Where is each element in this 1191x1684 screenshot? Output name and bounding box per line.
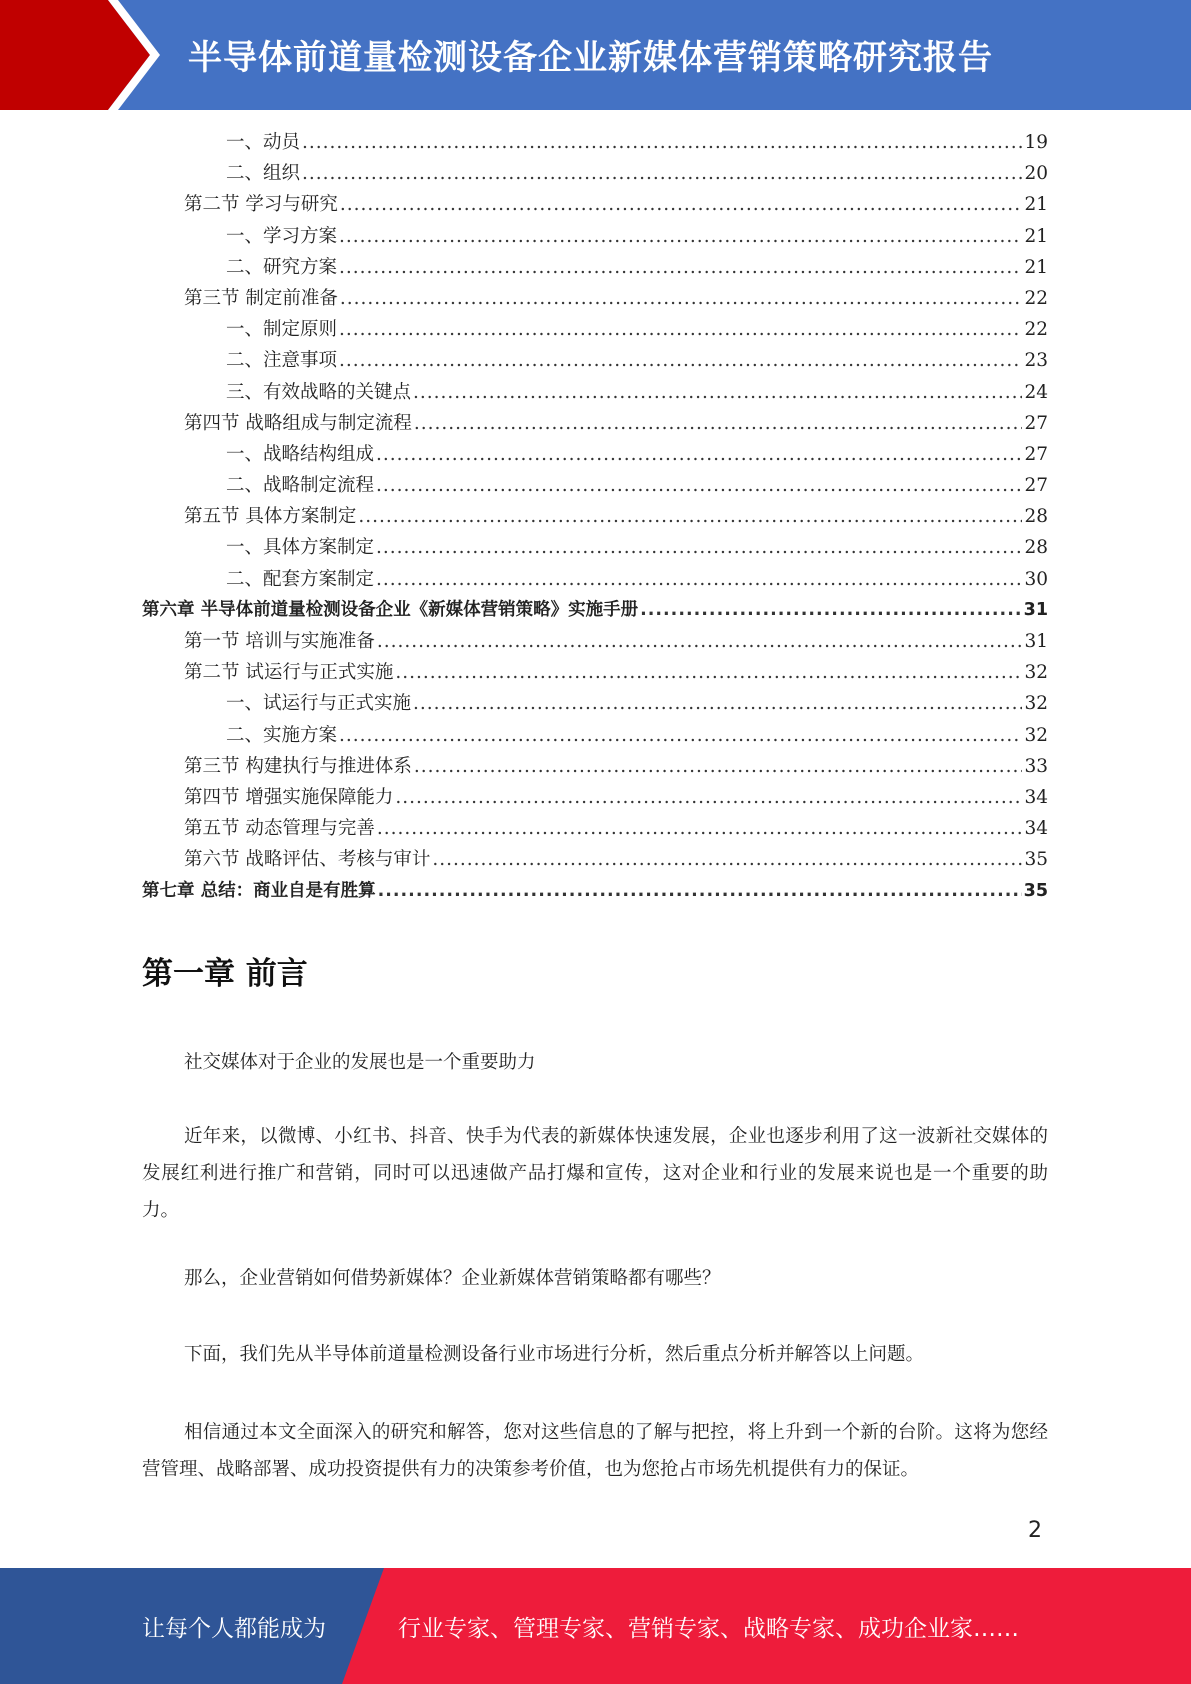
toc-entry-page: 31 — [1023, 599, 1048, 620]
toc-entry[interactable] — [142, 783, 1048, 814]
toc-entry[interactable] — [142, 596, 1048, 627]
toc-dot-leader — [378, 881, 1022, 901]
page-footer — [0, 1568, 1191, 1684]
report-title: 半导体前道量检测设备企业新媒体营销策略研究报告 — [188, 38, 993, 78]
paragraph: 那么，企业营销如何借势新媒体？企业新媒体营销策略都有哪些？ — [184, 1268, 721, 1289]
table-of-contents — [142, 128, 1048, 908]
toc-dot-leader — [414, 413, 1023, 434]
toc-entry-page: 32 — [1024, 693, 1048, 715]
toc-entry[interactable] — [142, 128, 1048, 159]
toc-dot-leader — [413, 382, 1022, 403]
toc-entry-page: 28 — [1024, 506, 1048, 528]
toc-dot-leader — [376, 444, 1022, 465]
toc-dot-leader — [432, 849, 1022, 870]
toc-entry[interactable] — [142, 752, 1048, 783]
toc-entry[interactable] — [142, 222, 1048, 253]
toc-entry[interactable] — [142, 502, 1048, 533]
footer-slogan-left: 让每个人都能成为 — [142, 1616, 326, 1642]
paragraph: 下面，我们先从半导体前道量检测设备行业市场进行分析，然后重点分析并解答以上问题。 — [184, 1344, 925, 1365]
toc-entry-title: 一、试运行与正式实施 — [226, 693, 412, 715]
toc-dot-leader — [339, 319, 1022, 340]
toc-entry-page: 20 — [1024, 163, 1048, 185]
toc-dot-leader — [376, 475, 1022, 496]
toc-dot-leader — [640, 600, 1022, 620]
toc-entry-page: 35 — [1024, 849, 1048, 871]
toc-entry-title: 二、实施方案 — [226, 724, 338, 746]
toc-dot-leader — [302, 163, 1022, 184]
toc-entry-title: 第六节 战略评估、考核与审计 — [184, 849, 431, 871]
toc-entry-page: 21 — [1024, 256, 1048, 278]
toc-dot-leader — [377, 818, 1023, 839]
toc-entry-title: 二、研究方案 — [226, 256, 338, 278]
toc-entry-page: 22 — [1024, 319, 1048, 341]
toc-entry-title: 第四节 增强实施保障能力 — [184, 786, 394, 808]
toc-entry-title: 一、制定原则 — [226, 319, 338, 341]
toc-entry[interactable] — [142, 721, 1048, 752]
toc-entry[interactable] — [142, 315, 1048, 346]
toc-dot-leader — [339, 257, 1022, 278]
toc-dot-leader — [395, 787, 1022, 808]
toc-entry-page: 35 — [1023, 880, 1048, 901]
toc-dot-leader — [414, 756, 1023, 777]
toc-entry[interactable] — [142, 159, 1048, 190]
toc-entry-page: 31 — [1024, 631, 1048, 652]
header-arrow-decoration — [0, 0, 170, 110]
toc-entry-page: 27 — [1024, 412, 1048, 434]
toc-entry[interactable] — [142, 877, 1048, 908]
toc-dot-leader — [340, 194, 1023, 215]
toc-entry-title: 一、动员 — [226, 132, 301, 153]
toc-entry-title: 第四节 战略组成与制定流程 — [184, 412, 412, 434]
page-number: 2 — [1028, 1518, 1042, 1543]
toc-entry[interactable] — [142, 409, 1048, 440]
toc-entry-title: 第五节 具体方案制定 — [184, 506, 357, 528]
page-header — [0, 0, 1191, 110]
toc-entry[interactable] — [142, 440, 1048, 471]
toc-entry-page: 30 — [1024, 568, 1048, 590]
toc-dot-leader — [302, 132, 1022, 153]
toc-entry[interactable] — [142, 253, 1048, 284]
toc-entry-page: 27 — [1024, 443, 1048, 465]
paragraph: 社交媒体对于企业的发展也是一个重要助力 — [184, 1052, 536, 1073]
chapter-title: 第一章 前言 — [142, 956, 308, 992]
toc-entry[interactable] — [142, 689, 1048, 720]
toc-entry-page: 23 — [1024, 350, 1048, 372]
toc-entry[interactable] — [142, 471, 1048, 502]
toc-entry-title: 三、有效战略的关键点 — [226, 381, 412, 403]
toc-entry-title: 一、具体方案制定 — [226, 537, 375, 559]
toc-entry-title: 二、组织 — [226, 163, 301, 185]
toc-entry-title: 一、战略结构组成 — [226, 443, 375, 465]
toc-dot-leader — [339, 226, 1022, 247]
toc-entry-page: 24 — [1024, 381, 1048, 403]
toc-entry[interactable] — [142, 814, 1048, 845]
toc-entry-title: 第三节 构建执行与推进体系 — [184, 755, 412, 777]
toc-dot-leader — [340, 288, 1023, 309]
toc-entry-page: 34 — [1024, 786, 1048, 808]
toc-entry-title: 二、配套方案制定 — [226, 568, 375, 590]
paragraph: 相信通过本文全面深入的研究和解答，您对这些信息的了解与把控，将上升到一个新的台阶。这将为您经营管理、战略部署、成功投资提供有力的决策参考价值，也为您抢占市场先机提供有力的保证。 — [142, 1422, 1048, 1480]
toc-entry-title: 二、注意事项 — [226, 350, 338, 372]
toc-dot-leader — [358, 506, 1022, 527]
toc-dot-leader — [339, 725, 1022, 746]
toc-dot-leader — [395, 662, 1022, 683]
toc-entry[interactable] — [142, 346, 1048, 377]
toc-dot-leader — [339, 350, 1022, 371]
toc-entry-page: 27 — [1024, 475, 1048, 497]
toc-dot-leader — [413, 693, 1022, 714]
paragraph: 近年来，以微博、小红书、抖音、快手为代表的新媒体快速发展，企业也逐步利用了这一波新社交媒体的发展红利进行推广和营销，同时可以迅速做产品打爆和宣传，这对企业和行业的发展来说也是一个重要的助力。 — [142, 1126, 1048, 1221]
toc-entry-page: 21 — [1024, 194, 1048, 216]
toc-entry-page: 21 — [1024, 225, 1048, 247]
toc-entry-title: 二、战略制定流程 — [226, 475, 375, 497]
toc-entry-title: 第一节 培训与实施准备 — [184, 631, 375, 652]
toc-entry[interactable] — [142, 190, 1048, 221]
toc-entry-title: 第三节 制定前准备 — [184, 287, 338, 309]
toc-entry[interactable] — [142, 627, 1048, 658]
toc-entry-title: 第七章 总结：商业自是有胜算 — [142, 880, 376, 901]
toc-entry-page: 28 — [1024, 537, 1048, 559]
toc-entry-page: 32 — [1024, 724, 1048, 746]
toc-entry-title: 第二节 试运行与正式实施 — [184, 662, 394, 684]
toc-entry-title: 一、学习方案 — [226, 225, 338, 247]
toc-entry-title: 第五节 动态管理与完善 — [184, 818, 375, 840]
toc-dot-leader — [376, 537, 1022, 558]
toc-entry[interactable] — [142, 284, 1048, 315]
toc-entry[interactable] — [142, 565, 1048, 596]
toc-entry[interactable] — [142, 845, 1048, 876]
toc-dot-leader — [376, 569, 1022, 590]
toc-entry[interactable] — [142, 378, 1048, 409]
toc-entry[interactable] — [142, 533, 1048, 564]
toc-entry-page: 34 — [1024, 818, 1048, 840]
toc-entry[interactable] — [142, 658, 1048, 689]
toc-entry-page: 19 — [1024, 132, 1048, 153]
toc-entry-title: 第六章 半导体前道量检测设备企业《新媒体营销策略》实施手册 — [142, 599, 639, 620]
toc-entry-page: 22 — [1024, 287, 1048, 309]
footer-slogan-right: 行业专家、管理专家、营销专家、战略专家、成功企业家…… — [398, 1616, 1019, 1642]
toc-entry-title: 第二节 学习与研究 — [184, 194, 338, 216]
toc-entry-page: 33 — [1024, 755, 1048, 777]
toc-dot-leader — [377, 631, 1023, 652]
toc-entry-page: 32 — [1024, 662, 1048, 684]
